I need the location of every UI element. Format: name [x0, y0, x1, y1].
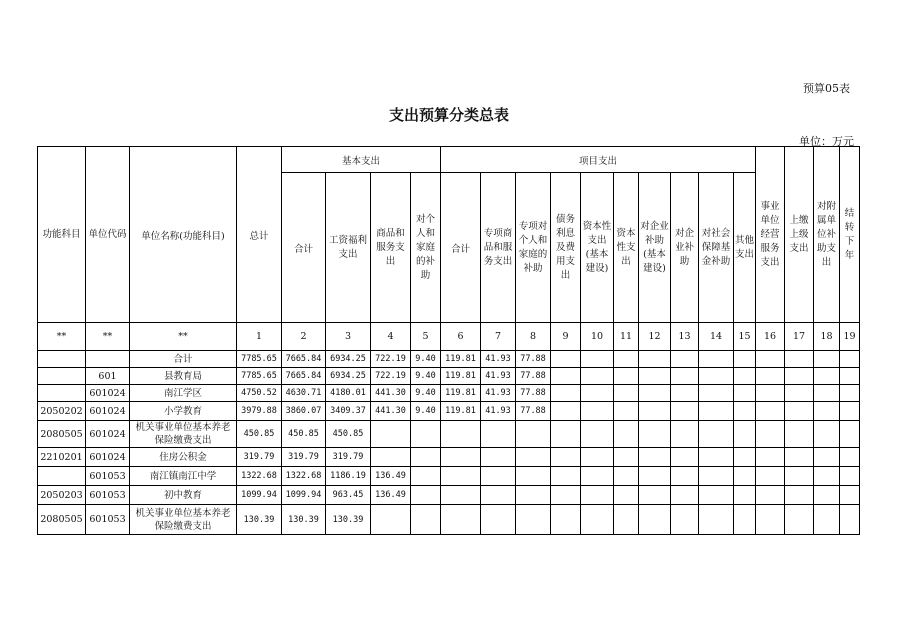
- amount-cell: [814, 448, 840, 467]
- amount-cell: [371, 448, 411, 467]
- amount-cell: [639, 448, 671, 467]
- amount-cell: [785, 368, 814, 385]
- amount-cell: [639, 486, 671, 505]
- table-row: [38, 421, 860, 448]
- amount-cell: [814, 486, 840, 505]
- table-row: [38, 368, 860, 385]
- amount-cell: [785, 448, 814, 467]
- amount-cell: 6934.25: [326, 351, 371, 368]
- table-row: [38, 505, 860, 535]
- page-title: 支出预算分类总表: [388, 106, 509, 124]
- amount-cell: [516, 421, 551, 448]
- table-row: [38, 351, 860, 368]
- unit-name-cell: 机关事业单位基本养老保险缴费支出: [130, 421, 237, 448]
- amount-cell: 9.40: [411, 368, 441, 385]
- amount-cell: [671, 402, 699, 421]
- func-code-cell: 2050203: [38, 486, 86, 505]
- amount-cell: 130.39: [237, 505, 282, 535]
- unit-name-cell: 住房公积金: [130, 448, 237, 467]
- index-cell: 5: [411, 323, 441, 351]
- amount-cell: 1322.68: [282, 467, 326, 486]
- amount-cell: [516, 448, 551, 467]
- amount-cell: [671, 421, 699, 448]
- amount-cell: [551, 385, 581, 402]
- header-ent-sub: 对企业补助: [671, 173, 699, 323]
- amount-cell: [411, 505, 441, 535]
- unit-label: 单位：万元: [799, 135, 854, 148]
- amount-cell: [671, 385, 699, 402]
- amount-cell: [671, 486, 699, 505]
- header-debt: 债务利息及费用支出: [551, 173, 581, 323]
- amount-cell: [756, 421, 785, 448]
- amount-cell: 441.30: [371, 402, 411, 421]
- amount-cell: 136.49: [371, 467, 411, 486]
- amount-cell: [814, 402, 840, 421]
- amount-cell: [671, 467, 699, 486]
- unit-name-cell: 南江镇南江中学: [130, 467, 237, 486]
- unit-name-cell: 县教育局: [130, 368, 237, 385]
- amount-cell: [516, 467, 551, 486]
- amount-cell: [481, 505, 516, 535]
- amount-cell: [639, 421, 671, 448]
- amount-cell: 130.39: [326, 505, 371, 535]
- header-project: 项目支出: [441, 147, 756, 173]
- func-code-cell: [38, 351, 86, 368]
- amount-cell: 1099.94: [237, 486, 282, 505]
- unit-code-cell: 601024: [86, 385, 130, 402]
- amount-cell: [671, 505, 699, 535]
- header-unit-code: 单位代码: [86, 147, 130, 323]
- amount-cell: [756, 448, 785, 467]
- index-cell: 4: [371, 323, 411, 351]
- table-row: [38, 486, 860, 505]
- amount-cell: [785, 421, 814, 448]
- amount-cell: [551, 505, 581, 535]
- func-code-cell: 2210201: [38, 448, 86, 467]
- index-cell: **: [38, 323, 86, 351]
- index-cell: 7: [481, 323, 516, 351]
- header-proj-total: 合计: [441, 173, 481, 323]
- amount-cell: 7665.84: [282, 368, 326, 385]
- amount-cell: [581, 448, 614, 467]
- amount-cell: [639, 505, 671, 535]
- amount-cell: [581, 402, 614, 421]
- amount-cell: [516, 505, 551, 535]
- amount-cell: [441, 505, 481, 535]
- amount-cell: 722.19: [371, 368, 411, 385]
- amount-cell: [756, 351, 785, 368]
- amount-cell: [551, 421, 581, 448]
- amount-cell: [785, 351, 814, 368]
- amount-cell: [840, 505, 860, 535]
- amount-cell: [481, 486, 516, 505]
- func-code-cell: 2080505: [38, 421, 86, 448]
- amount-cell: [551, 368, 581, 385]
- amount-cell: [614, 505, 639, 535]
- amount-cell: [734, 505, 756, 535]
- amount-cell: [639, 467, 671, 486]
- amount-cell: [840, 448, 860, 467]
- amount-cell: [814, 505, 840, 535]
- amount-cell: [734, 368, 756, 385]
- amount-cell: [756, 402, 785, 421]
- amount-cell: [581, 385, 614, 402]
- header-capital-build: 资本性支出(基本建设): [581, 173, 614, 323]
- amount-cell: [441, 448, 481, 467]
- header-proj-personal: 专项对个人和家庭的补助: [516, 173, 551, 323]
- amount-cell: [785, 505, 814, 535]
- amount-cell: [441, 467, 481, 486]
- header-unit-name: 单位名称(功能科目): [130, 147, 237, 323]
- amount-cell: [481, 448, 516, 467]
- func-code-cell: [38, 368, 86, 385]
- amount-cell: 319.79: [326, 448, 371, 467]
- header-salary: 工资福利支出: [326, 173, 371, 323]
- amount-cell: [785, 467, 814, 486]
- amount-cell: [785, 486, 814, 505]
- amount-cell: [371, 421, 411, 448]
- amount-cell: [756, 385, 785, 402]
- amount-cell: [516, 486, 551, 505]
- index-cell: 10: [581, 323, 614, 351]
- amount-cell: 119.81: [441, 402, 481, 421]
- amount-cell: 450.85: [237, 421, 282, 448]
- amount-cell: [551, 448, 581, 467]
- amount-cell: [734, 385, 756, 402]
- form-number: 预算05表: [803, 82, 850, 95]
- amount-cell: 41.93: [481, 368, 516, 385]
- index-cell: 14: [699, 323, 734, 351]
- unit-name-cell: 南江学区: [130, 385, 237, 402]
- header-carry: 结转下年: [840, 147, 860, 323]
- amount-cell: [481, 467, 516, 486]
- amount-cell: 1099.94: [282, 486, 326, 505]
- amount-cell: 77.88: [516, 368, 551, 385]
- table-row: [38, 402, 860, 421]
- index-cell: 3: [326, 323, 371, 351]
- amount-cell: [699, 448, 734, 467]
- amount-cell: 722.19: [371, 351, 411, 368]
- amount-cell: [639, 385, 671, 402]
- func-code-cell: 2080505: [38, 505, 86, 535]
- unit-code-cell: [86, 351, 130, 368]
- amount-cell: [840, 385, 860, 402]
- index-cell: 17: [785, 323, 814, 351]
- amount-cell: [699, 421, 734, 448]
- amount-cell: [699, 467, 734, 486]
- func-code-cell: 2050202: [38, 402, 86, 421]
- amount-cell: [581, 368, 614, 385]
- amount-cell: 119.81: [441, 351, 481, 368]
- header-other: 其他支出: [734, 173, 756, 323]
- amount-cell: [614, 467, 639, 486]
- amount-cell: 77.88: [516, 351, 551, 368]
- header-total: 总计: [237, 147, 282, 323]
- amount-cell: [581, 467, 614, 486]
- amount-cell: [671, 368, 699, 385]
- amount-cell: [551, 351, 581, 368]
- amount-cell: 3409.37: [326, 402, 371, 421]
- amount-cell: 9.40: [411, 385, 441, 402]
- amount-cell: [481, 421, 516, 448]
- amount-cell: [441, 486, 481, 505]
- amount-cell: 130.39: [282, 505, 326, 535]
- index-cell: **: [130, 323, 237, 351]
- amount-cell: 319.79: [237, 448, 282, 467]
- amount-cell: [699, 368, 734, 385]
- header-affiliate: 对附属单位补助支出: [814, 147, 840, 323]
- amount-cell: [734, 351, 756, 368]
- unit-code-cell: 601024: [86, 402, 130, 421]
- amount-cell: [756, 368, 785, 385]
- amount-cell: [614, 486, 639, 505]
- amount-cell: [756, 505, 785, 535]
- amount-cell: [411, 486, 441, 505]
- header-social: 对社会保障基金补助: [699, 173, 734, 323]
- amount-cell: 3860.07: [282, 402, 326, 421]
- unit-code-cell: 601053: [86, 486, 130, 505]
- amount-cell: [734, 421, 756, 448]
- index-cell: 8: [516, 323, 551, 351]
- header-biz-op: 事业单位经营服务支出: [756, 147, 785, 323]
- amount-cell: [840, 402, 860, 421]
- amount-cell: 1186.19: [326, 467, 371, 486]
- amount-cell: 77.88: [516, 385, 551, 402]
- amount-cell: [840, 467, 860, 486]
- func-code-cell: [38, 385, 86, 402]
- amount-cell: [756, 486, 785, 505]
- index-cell: **: [86, 323, 130, 351]
- amount-cell: [411, 421, 441, 448]
- index-cell: 11: [614, 323, 639, 351]
- index-cell: 19: [840, 323, 860, 351]
- index-cell: 9: [551, 323, 581, 351]
- amount-cell: [699, 402, 734, 421]
- header-goods: 商品和服务支出: [371, 173, 411, 323]
- amount-cell: 3979.88: [237, 402, 282, 421]
- amount-cell: [814, 467, 840, 486]
- index-cell: 2: [282, 323, 326, 351]
- amount-cell: 4630.71: [282, 385, 326, 402]
- unit-code-cell: 601024: [86, 448, 130, 467]
- amount-cell: [581, 486, 614, 505]
- amount-cell: 119.81: [441, 385, 481, 402]
- amount-cell: 77.88: [516, 402, 551, 421]
- unit-code-cell: 601: [86, 368, 130, 385]
- amount-cell: 4750.52: [237, 385, 282, 402]
- budget-table: [37, 146, 860, 535]
- header-basic-total: 合计: [282, 173, 326, 323]
- amount-cell: [614, 402, 639, 421]
- header-capital: 资本性支出: [614, 173, 639, 323]
- amount-cell: [756, 467, 785, 486]
- amount-cell: [614, 351, 639, 368]
- amount-cell: [581, 505, 614, 535]
- amount-cell: [441, 421, 481, 448]
- amount-cell: [814, 421, 840, 448]
- amount-cell: 450.85: [326, 421, 371, 448]
- amount-cell: [671, 448, 699, 467]
- amount-cell: 136.49: [371, 486, 411, 505]
- amount-cell: [734, 467, 756, 486]
- index-cell: 1: [237, 323, 282, 351]
- amount-cell: 963.45: [326, 486, 371, 505]
- amount-cell: [614, 421, 639, 448]
- index-cell: 16: [756, 323, 785, 351]
- table-row: [38, 385, 860, 402]
- amount-cell: [411, 467, 441, 486]
- amount-cell: [699, 505, 734, 535]
- header-ent-sub-build: 对企业补助(基本建设): [639, 173, 671, 323]
- amount-cell: [814, 368, 840, 385]
- unit-name-cell: 小学教育: [130, 402, 237, 421]
- amount-cell: [785, 385, 814, 402]
- amount-cell: 9.40: [411, 402, 441, 421]
- unit-code-cell: 601053: [86, 505, 130, 535]
- amount-cell: 450.85: [282, 421, 326, 448]
- header-proj-goods: 专项商品和服务支出: [481, 173, 516, 323]
- amount-cell: 41.93: [481, 351, 516, 368]
- amount-cell: 119.81: [441, 368, 481, 385]
- amount-cell: 7785.65: [237, 351, 282, 368]
- index-cell: 12: [639, 323, 671, 351]
- amount-cell: [411, 448, 441, 467]
- header-personal: 对个人和家庭的补助: [411, 173, 441, 323]
- amount-cell: [734, 486, 756, 505]
- amount-cell: [734, 448, 756, 467]
- amount-cell: [699, 385, 734, 402]
- amount-cell: [840, 486, 860, 505]
- amount-cell: [671, 351, 699, 368]
- func-code-cell: [38, 467, 86, 486]
- amount-cell: [734, 402, 756, 421]
- amount-cell: [614, 385, 639, 402]
- amount-cell: 1322.68: [237, 467, 282, 486]
- amount-cell: 41.93: [481, 402, 516, 421]
- header-upper: 上缴上级支出: [785, 147, 814, 323]
- amount-cell: [639, 368, 671, 385]
- table-row: [38, 467, 860, 486]
- amount-cell: [840, 351, 860, 368]
- amount-cell: 9.40: [411, 351, 441, 368]
- amount-cell: 441.30: [371, 385, 411, 402]
- amount-cell: [699, 486, 734, 505]
- table-row: [38, 448, 860, 467]
- header-row-1: [38, 147, 860, 173]
- amount-cell: [551, 402, 581, 421]
- amount-cell: [614, 368, 639, 385]
- amount-cell: [551, 486, 581, 505]
- unit-name-cell: 机关事业单位基本养老保险缴费支出: [130, 505, 237, 535]
- unit-name-cell: 初中教育: [130, 486, 237, 505]
- header-func-code: 功能科目: [38, 147, 86, 323]
- index-cell: 15: [734, 323, 756, 351]
- amount-cell: [551, 467, 581, 486]
- amount-cell: 319.79: [282, 448, 326, 467]
- amount-cell: 7785.65: [237, 368, 282, 385]
- amount-cell: 4180.01: [326, 385, 371, 402]
- amount-cell: 41.93: [481, 385, 516, 402]
- amount-cell: [785, 402, 814, 421]
- amount-cell: 6934.25: [326, 368, 371, 385]
- amount-cell: [840, 421, 860, 448]
- unit-name-cell: 合计: [130, 351, 237, 368]
- amount-cell: [639, 402, 671, 421]
- index-cell: 13: [671, 323, 699, 351]
- amount-cell: 7665.84: [282, 351, 326, 368]
- index-row: [38, 323, 860, 351]
- unit-code-cell: 601053: [86, 467, 130, 486]
- amount-cell: [639, 351, 671, 368]
- index-cell: 18: [814, 323, 840, 351]
- amount-cell: [814, 385, 840, 402]
- amount-cell: [581, 421, 614, 448]
- amount-cell: [840, 368, 860, 385]
- index-cell: 6: [441, 323, 481, 351]
- amount-cell: [614, 448, 639, 467]
- amount-cell: [581, 351, 614, 368]
- amount-cell: [699, 351, 734, 368]
- header-basic: 基本支出: [282, 147, 441, 173]
- amount-cell: [814, 351, 840, 368]
- amount-cell: [371, 505, 411, 535]
- unit-code-cell: 601024: [86, 421, 130, 448]
